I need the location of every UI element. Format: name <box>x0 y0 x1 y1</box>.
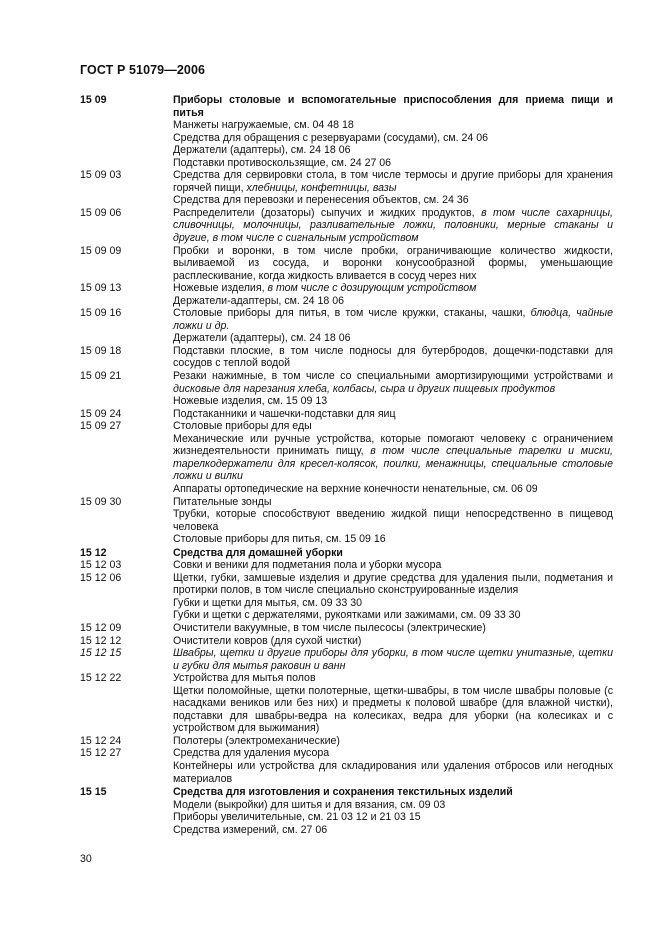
entry-text <box>173 132 613 145</box>
entry-text-span: Приборы столовые и вспомогательные приспособления для приема пищи и питья <box>173 94 613 119</box>
entry-italic-text: хлебницы, конфетницы, вазы <box>246 181 397 194</box>
entry-row <box>80 307 613 332</box>
entry-text <box>173 282 613 295</box>
entry-note-row <box>80 332 613 345</box>
entry-text-span: Держатели (адаптеры), см. 24 18 06 <box>173 144 351 157</box>
entry-code: 15 09 03 <box>80 169 122 182</box>
entry-text-span: Подставки противоскользящие, см. 24 27 06 <box>173 156 392 169</box>
entry-text <box>173 332 613 345</box>
entry-row <box>80 370 613 395</box>
entry-row <box>80 559 613 572</box>
entry-code: 15 12 <box>80 546 107 559</box>
entry-text-span: Очистители вакуумные, в том числе пылесосы (электрические) <box>173 621 486 634</box>
entry-code: 15 12 24 <box>80 734 122 747</box>
entry-note-row <box>80 508 613 533</box>
entry-code: 15 15 <box>80 786 107 799</box>
entry-text-span: Подставки плоские, в том числе подносы для бутербродов, дощечки-подставки для сосудов с теплой водой <box>173 344 613 370</box>
entry-italic-text: в том числе специальные тарелки и миски, тарелкодержатели для кресел-колясок, поилки, менажницы, специальные столовые ложки и вилки <box>173 445 613 483</box>
entry-code <box>80 433 173 483</box>
document-header: ГОСТ Р 51079—2006 <box>80 63 206 77</box>
entry-text-span: Питательные зонды <box>173 495 272 508</box>
entry-text-span: Ножевые изделия, <box>173 282 268 295</box>
entry-text <box>173 433 613 483</box>
entry-text-span: Столовые приборы для еды <box>173 420 312 433</box>
entry-row <box>80 786 613 799</box>
entry-row <box>80 345 613 370</box>
entry-text <box>173 635 613 648</box>
entry-row <box>80 282 613 295</box>
entry-row <box>80 496 613 509</box>
entry-text-span: Пробки и воронки, в том числе пробки, ограничивающие количество жидкости, выливаемой из сосуда, и воронки конусообразной формы, уменьшающие расплескивание, когда жидкость вливается в сосуд через них <box>173 244 613 282</box>
entry-code <box>80 685 173 735</box>
entry-text <box>173 94 613 119</box>
entry-text-span: Механические или ручные устройства, которые помогают человеку с ограничением жизнедеятельности принимать пищу, <box>173 432 613 458</box>
entry-text <box>173 547 613 560</box>
entry-text <box>173 559 613 572</box>
entry-note-row <box>80 194 613 207</box>
entry-text <box>173 735 613 748</box>
entry-text <box>173 799 613 812</box>
entry-text <box>173 157 613 170</box>
entry-italic-text: дисковые для нарезания хлеба, колбасы, сыра и других пищевых продуктов <box>173 382 556 395</box>
entry-text-span: Средства для сервировки стола, в том числе термосы и другие приборы для хранения горячей пищи, <box>173 169 613 194</box>
entry-code <box>80 483 173 496</box>
entry-text <box>173 597 613 610</box>
entry-row <box>80 245 613 283</box>
entry-note-row <box>80 132 613 145</box>
entry-code: 15 09 13 <box>80 282 122 295</box>
entry-text <box>173 647 613 672</box>
entry-code <box>80 295 173 308</box>
entry-text <box>173 483 613 496</box>
entry-text <box>173 533 613 546</box>
entry-text-span: Контейнеры или устройства для складирования или удаления отбросов или негодных материалов <box>173 759 613 785</box>
entry-code <box>80 332 173 345</box>
entry-text-span: Столовые приборы для питья, см. 15 09 16 <box>173 533 386 546</box>
entry-text <box>173 345 613 370</box>
entry-code <box>80 508 173 533</box>
entry-code <box>80 824 173 837</box>
entry-text-span: Аппараты ортопедические на верхние конечности ненательные, см. 06 09 <box>173 482 538 495</box>
entry-text-span: Распределители (дозаторы) сыпучих и жидких продуктов, <box>173 206 482 219</box>
entry-code: 15 12 27 <box>80 747 122 760</box>
entry-text-span: Столовые приборы для питья, в том числе кружки, стаканы, чашки, <box>173 307 531 320</box>
entry-code: 15 09 27 <box>80 420 122 433</box>
entry-italic-text: в том числе с дозирующим устройством <box>267 282 477 295</box>
entry-code: 15 09 06 <box>80 206 122 219</box>
entry-text-span: Устройства для мытья полов <box>173 672 316 685</box>
entry-code <box>80 132 173 145</box>
entry-text <box>173 572 613 597</box>
entry-code <box>80 144 173 157</box>
entry-text <box>173 307 613 332</box>
entry-text-span: Средства измерений, см. 27 06 <box>173 823 328 836</box>
entry-text <box>173 119 613 132</box>
entry-note-row <box>80 433 613 483</box>
entry-text-span: Средства для удаления мусора <box>173 747 330 760</box>
entry-row <box>80 635 613 648</box>
entry-note-row <box>80 395 613 408</box>
entry-text-span: Щетки поломойные, щетки полотерные, щетки-швабры, в том числе швабры половые (с насадками веников или без них) и предметы к половой швабре (для влажной чистки), подставки для швабры-ведра на колесиках, ведра для уборки (на колесиках и с устройством для выжимания) <box>173 684 613 735</box>
entry-text-span: Манжеты нагружаемые, см. 04 48 18 <box>173 119 354 132</box>
entry-code: 15 12 15 <box>80 647 122 660</box>
entry-code: 15 09 21 <box>80 370 122 383</box>
entry-text <box>173 508 613 533</box>
entry-text <box>173 370 613 395</box>
entry-note-row <box>80 119 613 132</box>
entry-italic-text: в том числе сахарницы, сливочницы, молочницы, разливательные ложки, половники, мерные стаканы и другие, в том числе с сигнальным устройством <box>173 206 613 245</box>
entry-text-span: Средства для обращения с резервуарами (сосудами), см. 24 06 <box>173 131 489 144</box>
entry-text-span: Губки и щетки для мытья, см. 09 33 30 <box>173 596 362 609</box>
classification-list <box>80 94 613 836</box>
entry-text <box>173 395 613 408</box>
entry-text-span: Держатели-адаптеры, см. 24 18 06 <box>173 294 345 307</box>
entry-text <box>173 194 613 207</box>
entry-note-row <box>80 157 613 170</box>
entry-code <box>80 799 173 812</box>
entry-text-span: Средства для перевозки и перенесения объектов, см. 24 36 <box>173 194 469 207</box>
entry-text-span: Средства для изготовления и сохранения текстильных изделий <box>173 786 513 799</box>
entry-text <box>173 824 613 837</box>
entry-text-span: Швабры, щетки и другие приборы для уборки, в том числе щетки унитазные, щетки и губки для мытья раковин и ванн <box>173 647 613 672</box>
entry-text <box>173 672 613 685</box>
entry-code: 15 09 18 <box>80 344 122 357</box>
entry-note-row <box>80 483 613 496</box>
entry-code: 15 12 03 <box>80 559 122 572</box>
entry-row <box>80 420 613 433</box>
entry-text-span: Держатели (адаптеры), см. 24 18 06 <box>173 332 351 345</box>
entry-note-row <box>80 760 613 785</box>
entry-text <box>173 144 613 157</box>
entry-note-row <box>80 609 613 622</box>
entry-text-span: Средства для домашней уборки <box>173 546 343 559</box>
entry-text <box>173 420 613 433</box>
entry-code: 15 09 16 <box>80 307 122 320</box>
entry-note-row <box>80 799 613 812</box>
entry-row <box>80 747 613 760</box>
entry-code: 15 12 06 <box>80 571 122 584</box>
entry-row <box>80 207 613 245</box>
entry-code <box>80 760 173 785</box>
entry-text <box>173 408 613 421</box>
entry-text <box>173 245 613 283</box>
entry-row <box>80 622 613 635</box>
entry-text-span: Щетки, губки, замшевые изделия и другие средства для удаления пыли, подметания и протирки полов, в том числе специально сконструированные изделия <box>173 571 613 597</box>
entry-code <box>80 194 173 207</box>
entry-row <box>80 735 613 748</box>
entry-text-span: Трубки, которые способствуют введению жидкой пищи непосредственно в пищевод человека <box>173 508 613 533</box>
entry-text <box>173 747 613 760</box>
entry-code: 15 09 09 <box>80 244 122 257</box>
entry-note-row <box>80 685 613 735</box>
entry-text <box>173 169 613 194</box>
entry-text-span: Очистители ковров (для сухой чистки) <box>173 634 362 647</box>
entry-note-row <box>80 824 613 837</box>
entry-text <box>173 685 613 735</box>
entry-code: 15 09 30 <box>80 495 122 508</box>
entry-italic-text: блюдца, чайные ложки и др. <box>173 307 613 332</box>
entry-code: 15 12 09 <box>80 621 122 634</box>
entry-code <box>80 597 173 610</box>
entry-text <box>173 496 613 509</box>
entry-code <box>80 811 173 824</box>
entry-row <box>80 408 613 421</box>
entry-code: 15 09 24 <box>80 407 122 420</box>
entry-row <box>80 672 613 685</box>
entry-note-row <box>80 533 613 546</box>
entry-note-row <box>80 144 613 157</box>
entry-note-row <box>80 295 613 308</box>
entry-code <box>80 609 173 622</box>
entry-text-span: Модели (выкройки) для шитья и для вязания, см. 09 03 <box>173 798 446 811</box>
entry-code: 15 12 22 <box>80 672 122 685</box>
entry-text <box>173 786 613 799</box>
entry-row <box>80 94 613 119</box>
entry-code: 15 12 12 <box>80 634 122 647</box>
entry-code <box>80 119 173 132</box>
entry-text <box>173 609 613 622</box>
entry-row <box>80 169 613 194</box>
entry-note-row <box>80 811 613 824</box>
entry-text-span: Полотеры (электромеханические) <box>173 734 340 747</box>
entry-text <box>173 622 613 635</box>
entry-row <box>80 547 613 560</box>
entry-text <box>173 811 613 824</box>
entry-text-span: Совки и веники для подметания пола и уборки мусора <box>173 559 442 572</box>
entry-row <box>80 572 613 597</box>
entry-code <box>80 533 173 546</box>
entry-text-span: Приборы увеличительные, см. 21 03 12 и 21 03 15 <box>173 811 421 824</box>
entry-text-span: Подстаканники и чашечки-подставки для яиц <box>173 407 396 420</box>
entry-text-span: Резаки нажимные, в том числе со специальными амортизирующими устройствами и <box>173 370 613 383</box>
entry-text <box>173 760 613 785</box>
entry-text <box>173 207 613 245</box>
entry-note-row <box>80 597 613 610</box>
entry-code <box>80 157 173 170</box>
entry-code <box>80 395 173 408</box>
entry-text-span: Ножевые изделия, см. 15 09 13 <box>173 395 328 408</box>
page-number: 30 <box>80 853 92 865</box>
entry-row <box>80 647 613 672</box>
entry-text <box>173 295 613 308</box>
entry-text-span: Губки и щетки с держателями, рукоятками или зажимами, см. 09 33 30 <box>173 609 521 622</box>
entry-code: 15 09 <box>80 94 107 106</box>
